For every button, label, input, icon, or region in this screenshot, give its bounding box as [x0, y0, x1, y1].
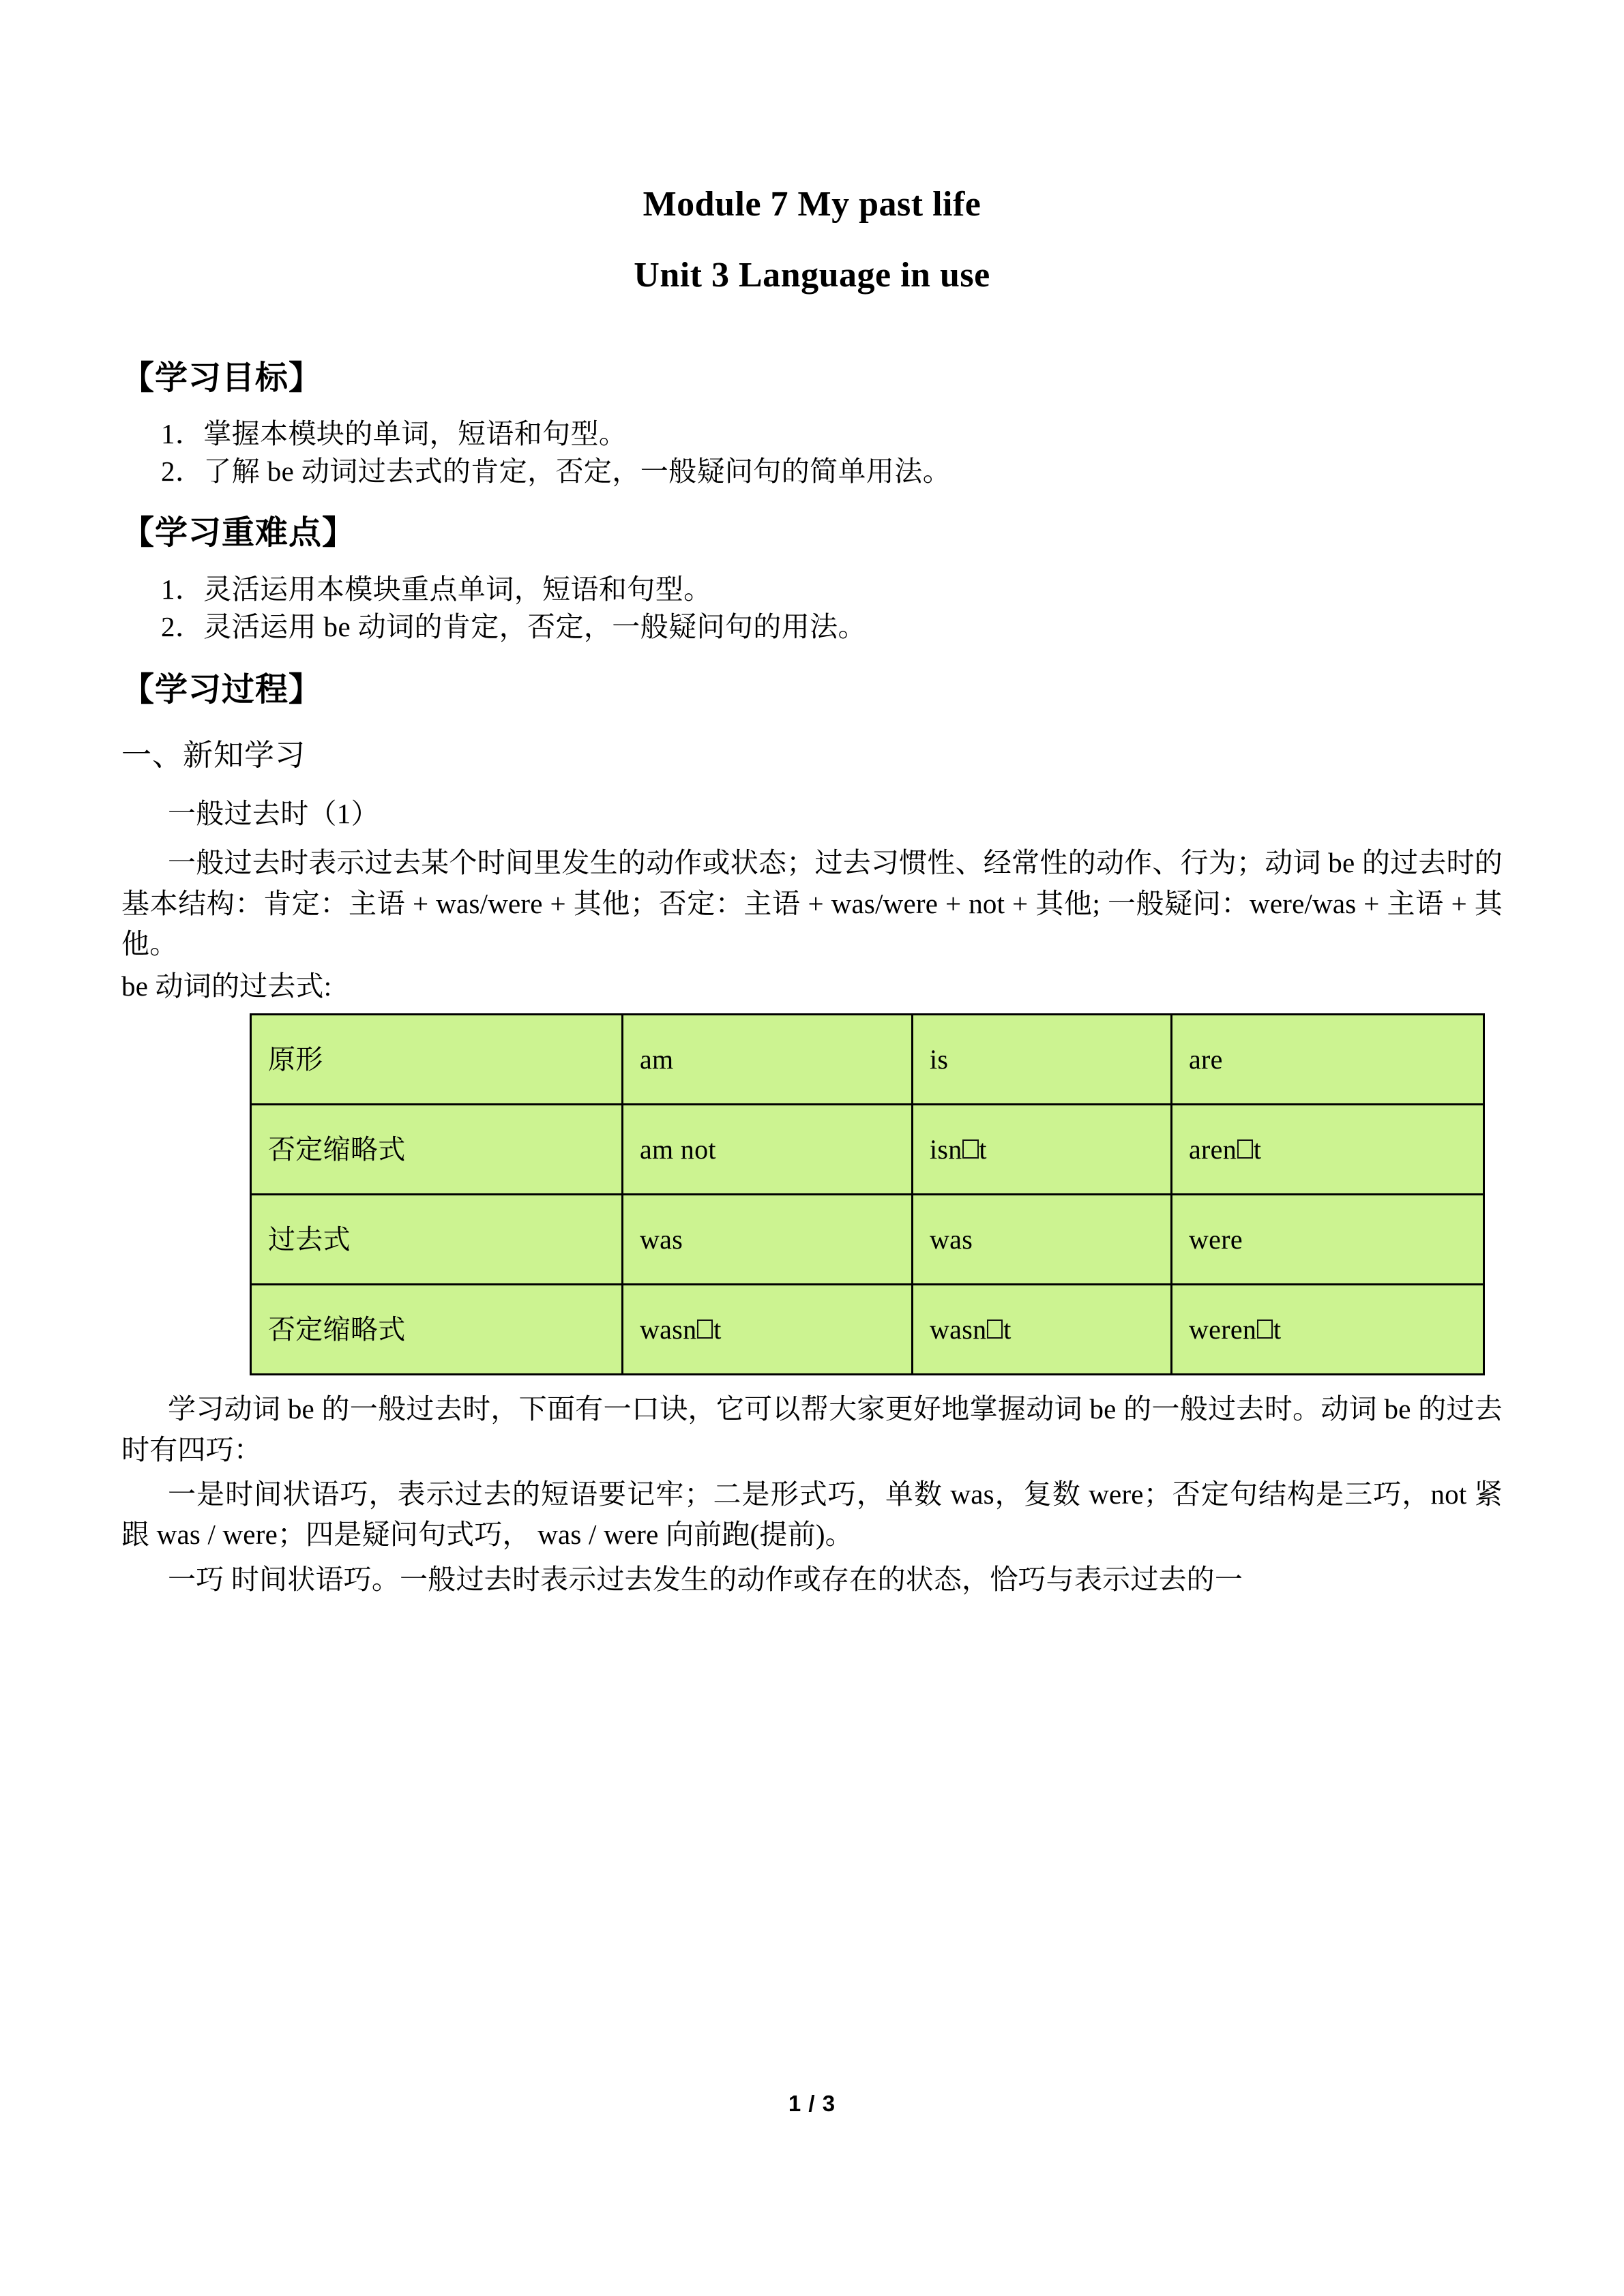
cell-text-prefix: aren: [1189, 1133, 1237, 1165]
missing-glyph-icon: [962, 1139, 978, 1159]
subsection-heading-new-knowledge: 一、新知学习: [121, 739, 306, 773]
table-row: [251, 1195, 1484, 1285]
page-footer: [0, 2091, 1624, 2117]
page-indicator: 1 / 3: [788, 2091, 836, 2116]
missing-glyph-icon: [697, 1320, 713, 1339]
section-heading-learning-process: 【学习过程】: [121, 671, 323, 708]
table-caption-be-past-forms: be 动词的过去式:: [121, 970, 332, 1002]
table-cell-row-label: 否定缩略式: [251, 1105, 623, 1195]
be-verb-forms-table: [250, 1013, 1485, 1375]
paragraph-simple-past-definition: 一般过去时表示过去某个时间里发生的动作或状态；过去习惯性、经常性的动作、行为；动词 be 的过去时的基本结构：肯定：主语 + was/were + 其他；否定：主语 + was/were + not + 其他; 一般疑问：were/was + 主语 + 其他。: [121, 847, 1503, 960]
cell-text-suffix: t: [1003, 1313, 1012, 1345]
table-row: [251, 1285, 1484, 1375]
table-cell-plural: [1172, 1285, 1484, 1375]
section-heading-learning-goals: 【学习目标】: [121, 359, 323, 396]
learning-goal-item-1: 1．掌握本模块的单词，短语和句型。: [161, 418, 628, 450]
table-cell-plural: were: [1172, 1195, 1484, 1285]
table-cell-plural: [1172, 1105, 1484, 1195]
table-cell-third-person-singular: is: [913, 1015, 1172, 1105]
cell-text-suffix: t: [1273, 1313, 1282, 1345]
table-cell-row-label: 原形: [251, 1015, 623, 1105]
table-cell-first-person: am: [623, 1015, 913, 1105]
key-point-item-2: 2．灵活运用 be 动词的肯定，否定，一般疑问句的用法。: [161, 610, 866, 642]
paragraph-four-tips: 一是时间状语巧，表示过去的短语要记牢；二是形式巧，单数 was，复数 were；否定句结构是三巧，not 紧跟 was / were；四是疑问句式巧， was / were 向前跑(提前)。: [121, 1478, 1503, 1551]
table-cell-first-person: [623, 1285, 913, 1375]
table-row: [251, 1015, 1484, 1105]
cell-text-prefix: wasn: [930, 1313, 987, 1345]
learning-goal-item-2: 2．了解 be 动词过去式的肯定，否定，一般疑问句的简单用法。: [161, 456, 951, 488]
paragraph-mnemonic-intro: 学习动词 be 的一般过去时，下面有一口诀，它可以帮大家更好地掌握动词 be 的一般过去时。动词 be 的过去时有四巧：: [121, 1393, 1503, 1465]
section-heading-key-points: 【学习重难点】: [121, 515, 356, 552]
table-cell-first-person: was: [623, 1195, 913, 1285]
table-cell-first-person: am not: [623, 1105, 913, 1195]
table-cell-plural: are: [1172, 1015, 1484, 1105]
document-title-line-2: Unit 3 Language in use: [634, 255, 990, 295]
table-cell-third-person-singular: [913, 1285, 1172, 1375]
missing-glyph-icon: [1257, 1320, 1273, 1339]
table-cell-third-person-singular: [913, 1105, 1172, 1195]
table-cell-row-label: 否定缩略式: [251, 1285, 623, 1375]
document-title-line-1: Module 7 My past life: [643, 185, 981, 224]
topic-label-simple-past: 一般过去时（1）: [168, 798, 379, 830]
cell-text-suffix: t: [979, 1133, 987, 1165]
key-point-item-1: 1．灵活运用本模块重点单词，短语和句型。: [161, 573, 712, 605]
cell-text-suffix: t: [713, 1313, 722, 1345]
cell-text-prefix: weren: [1189, 1313, 1257, 1345]
missing-glyph-icon: [1237, 1139, 1253, 1159]
cell-text-suffix: t: [1253, 1133, 1262, 1165]
table-cell-third-person-singular: was: [913, 1195, 1172, 1285]
table-row: [251, 1105, 1484, 1195]
cell-text-prefix: wasn: [640, 1313, 697, 1345]
missing-glyph-icon: [987, 1320, 1003, 1339]
paragraph-tip-one: 一巧 时间状语巧。一般过去时表示过去发生的动作或存在的状态，恰巧与表示过去的一: [168, 1563, 1243, 1595]
cell-text-prefix: isn: [930, 1133, 962, 1165]
table-cell-row-label: 过去式: [251, 1195, 623, 1285]
